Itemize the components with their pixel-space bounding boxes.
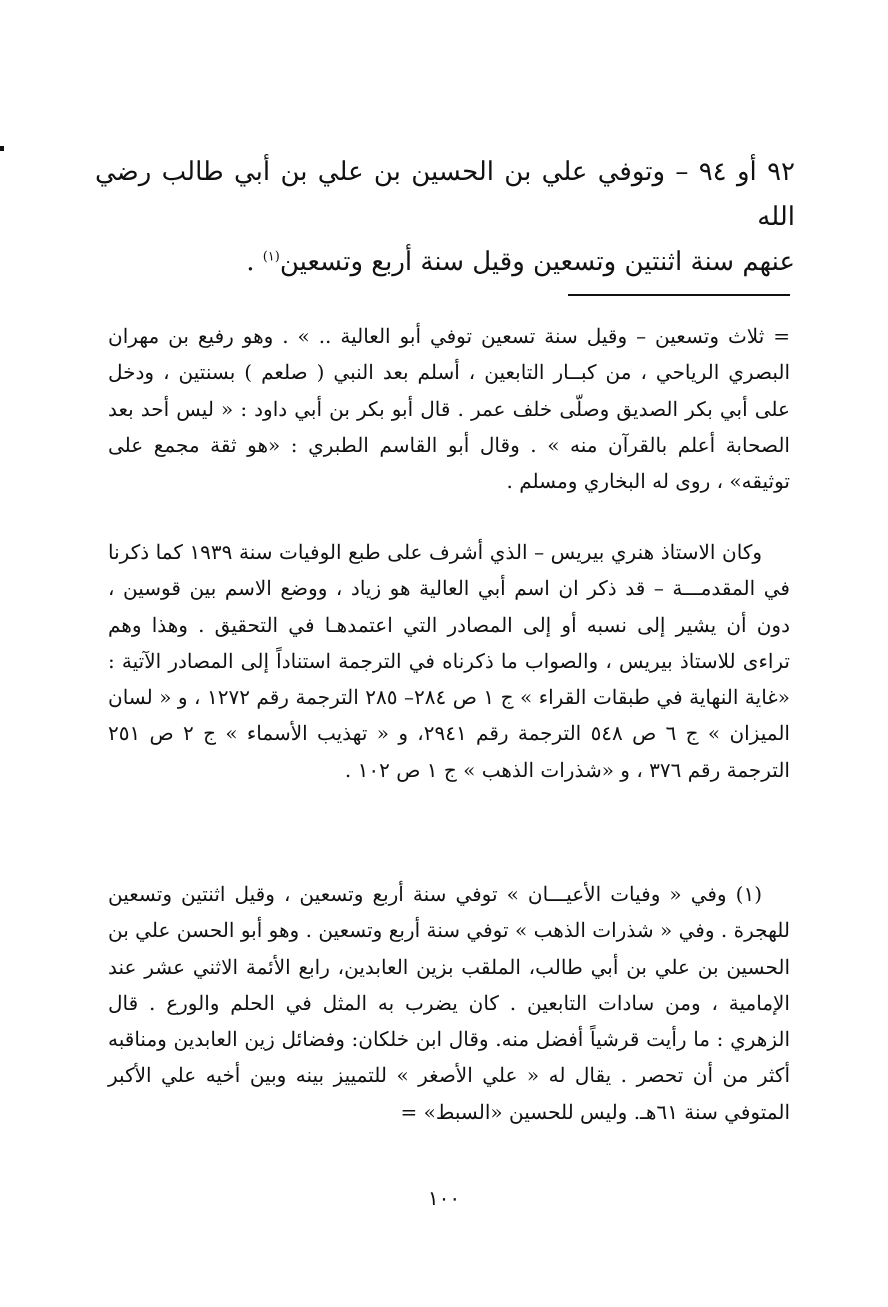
footnote-continuation — [108, 318, 790, 499]
scan-edge-mark — [0, 146, 4, 151]
editor-note-text: وكان الاستاذ هنري بيريس – الذي أشرف على طبع الوفيات سنة ١٩٣٩ كما ذكرنا في المقدمـــة – قد ذكر ان اسم أبي العالية هو زياد ، ووضع الاسم بين قوسين ، دون أن يشير إلى نسبه أو إلى المصادر التي اعتمدهـا في التحقيق . وهذا وهم تراءى للاستاذ بيريس ، والصواب ما ذكرناه في الترجمة استناداً إلى المصادر الآتية : «غاية النهاية في طبقات القراء » ج ١ ص ٢٨٤– ٢٨٥ الترجمة رقم ١٢٧٢ ، و « لسان الميزان » ج ٦ ص ٥٤٨ الترجمة رقم ٢٩٤١، و « تهذيب الأسماء » ج ٢ ص ٢٥١ الترجمة رقم ٣٧٦ ، و «شذرات الذهب » ج ١ ص ١٠٢ . — [108, 540, 790, 782]
footnote-reference[interactable]: (١) — [262, 249, 280, 265]
page-number: ١٠٠ — [427, 1186, 461, 1210]
footnote-1 — [108, 876, 790, 1130]
footnote-divider — [568, 294, 790, 296]
main-text-line-2: عنهم سنة اثنتين وتسعين وقيل سنة أربع وتسعين — [279, 247, 795, 277]
main-text-line-1: ٩٢ أو ٩٤ – وتوفي علي بن الحسين بن علي بن أبي طالب رضي الله — [95, 157, 796, 232]
editor-note — [108, 534, 790, 788]
footnote-continuation-text: = ثلاث وتسعين – وقيل سنة تسعين توفي أبو العالية .. » . وهو رفيع بن مهران البصري الرياحي ، من كبــار التابعين ، أسلم بعد النبي ( صلعم ) بسنتين ، ودخل على أبي بكر الصديق وصلّى خلف عمر . قال أبو بكر بن أبي داود : « ليس أحد بعد الصحابة أعلم بالقرآن منه » . وقال أبو القاسم الطبري : «هو ثقة مجمع على توثيقه» ، روى له البخاري ومسلم . — [108, 324, 790, 494]
main-text-line-2-end: . — [246, 247, 263, 277]
main-text — [95, 150, 795, 285]
footnote-1-text: (١) وفي « وفيات الأعيـــان » توفي سنة أربع وتسعين ، وقيل اثنتين وتسعين للهجرة . وفي « شذرات الذهب » توفي سنة أربع وتسعين . وهو أبو الحسن علي بن الحسين بن علي بن أبي طالب، الملقب بزين العابدين، رابع الأئمة الاثني عشر عند الإمامية ، ومن سادات التابعين . كان يضرب به المثل في الحلم والورع . قال الزهري : ما رأيت قرشياً أفضل منه. وقال ابن خلكان: وفضائل زين العابدين ومناقبه أكثر من أن تحصر . يقال له « علي الأصغر » للتمييز بينه وبين أخيه علي الأكبر المتوفي سنة ٦١هـ. وليس للحسين «السبط» = — [108, 882, 790, 1124]
